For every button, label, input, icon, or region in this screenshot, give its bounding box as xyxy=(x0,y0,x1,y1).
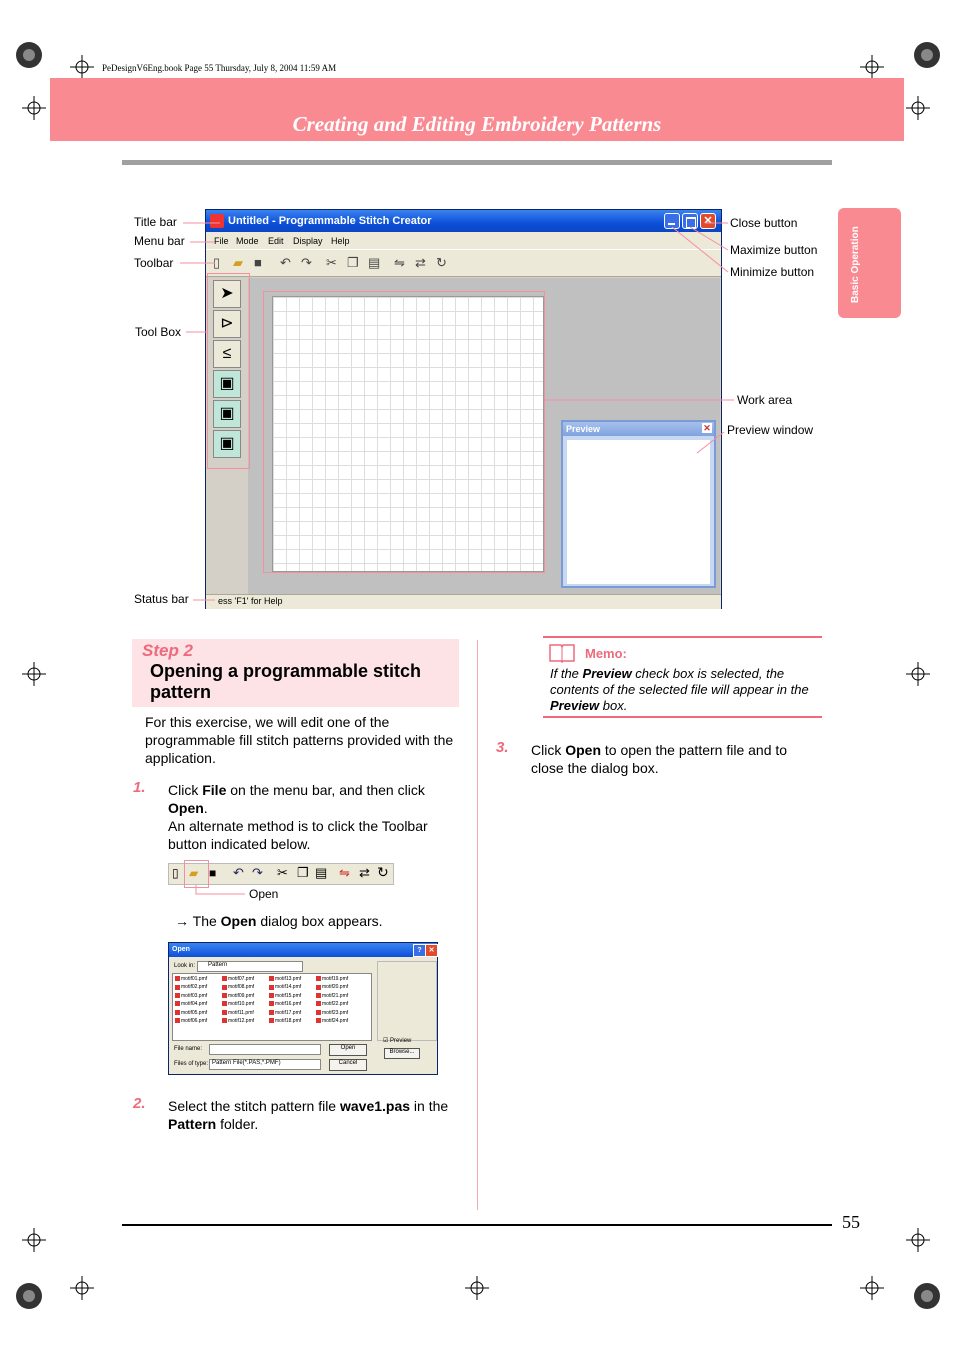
book-icon xyxy=(549,643,575,663)
file-item[interactable]: motif06.pmf xyxy=(175,1018,207,1024)
preview-checkbox[interactable]: ☑ Preview xyxy=(383,1038,412,1044)
preview-title: Preview xyxy=(566,424,601,434)
file-icon xyxy=(316,1001,321,1006)
dialog-title: Open xyxy=(172,946,190,953)
file-icon xyxy=(316,1018,321,1023)
file-item[interactable]: motif13.pmf xyxy=(269,976,301,982)
browse-button[interactable]: Browse... xyxy=(384,1048,420,1059)
file-item[interactable]: motif03.pmf xyxy=(175,993,207,999)
line-icon: ≤ xyxy=(222,345,232,362)
file-icon xyxy=(316,976,321,981)
status-text: ess 'F1' for Help xyxy=(218,596,283,606)
instruction-2: Select the stitch pattern file wave1.pas in the Pattern folder. xyxy=(168,1098,449,1132)
file-item[interactable]: motif17.pmf xyxy=(269,1010,301,1016)
callout-work-area: Work area xyxy=(737,393,793,407)
save-icon[interactable]: ■ xyxy=(254,255,262,270)
mirror-icon[interactable]: ⇄ xyxy=(415,255,426,270)
crosshair-mark-icon xyxy=(22,662,46,686)
file-icon xyxy=(269,985,274,990)
cut-icon[interactable]: ✂ xyxy=(326,255,337,270)
file-item[interactable]: motif18.pmf xyxy=(269,1018,301,1024)
file-item[interactable]: motif04.pmf xyxy=(175,1001,207,1007)
file-item[interactable]: motif12.pmf xyxy=(222,1018,254,1024)
page-number: 55 xyxy=(842,1212,860,1232)
menu-file[interactable]: File xyxy=(214,236,229,246)
callout-tool-box: Tool Box xyxy=(135,325,182,339)
crosshair-mark-icon xyxy=(906,1228,930,1252)
callout-toolbar: Toolbar xyxy=(134,256,174,270)
fill-icon: ▣ xyxy=(219,405,235,422)
files-of-type-select[interactable]: Pattern File(*.PAS,*.PMF) xyxy=(209,1059,321,1070)
file-item[interactable]: motif02.pmf xyxy=(175,984,207,990)
file-icon xyxy=(175,1001,180,1006)
file-item[interactable]: motif14.pmf xyxy=(269,984,301,990)
file-icon xyxy=(175,1010,180,1015)
footer-rule xyxy=(122,1224,832,1226)
registration-mark-icon xyxy=(14,1281,44,1311)
file-icon xyxy=(222,1010,227,1015)
step-intro: For this exercise, we will edit one of the programmable fill stitch patterns provided with the application. xyxy=(145,714,454,766)
file-icon xyxy=(222,976,227,981)
menu-help[interactable]: Help xyxy=(331,236,350,246)
file-icon xyxy=(222,985,227,990)
dialog-cancel-button[interactable]: Cancel xyxy=(329,1059,367,1071)
chapter-title: Creating and Editing Embroidery Patterns xyxy=(292,112,662,136)
file-icon xyxy=(269,976,274,981)
registration-mark-icon xyxy=(912,1281,942,1311)
step-box xyxy=(132,639,459,707)
memo-label: Memo: xyxy=(585,646,627,661)
callout-close-button: Close button xyxy=(730,216,798,230)
look-in-label: Look in: xyxy=(174,963,196,969)
callout-preview-window: Preview window xyxy=(727,423,814,437)
rotate-icon: ↻ xyxy=(377,864,389,880)
mirror-icon: ⇄ xyxy=(359,865,370,880)
instruction-3: Click Open to open the pattern file and to close the dialog box. xyxy=(531,742,788,776)
step-title: Opening a programmable stitch pattern xyxy=(150,661,422,702)
file-item[interactable]: motif24.pmf xyxy=(316,1018,348,1024)
dialog-open-button[interactable]: Open xyxy=(329,1044,367,1056)
open-button-highlight xyxy=(184,860,209,888)
instruction-1: Click File on the menu bar, and then click Open. An alternate method is to click the Toolbar button indicated below. xyxy=(168,782,428,852)
file-item[interactable]: motif01.pmf xyxy=(175,976,207,982)
result-text: → The Open dialog box appears. xyxy=(175,913,383,929)
crosshair-mark-icon xyxy=(860,1276,884,1300)
close-icon[interactable]: ✕ xyxy=(703,423,711,433)
step-number: 2. xyxy=(133,1095,146,1112)
file-icon xyxy=(269,1018,274,1023)
memo-box xyxy=(543,636,822,718)
crosshair-mark-icon xyxy=(22,1228,46,1252)
file-list[interactable] xyxy=(172,973,372,1041)
file-item[interactable]: motif08.pmf xyxy=(222,984,254,990)
arrow-icon: ➤ xyxy=(220,285,234,302)
file-item[interactable]: motif21.pmf xyxy=(316,993,348,999)
file-icon xyxy=(222,1018,227,1023)
file-icon xyxy=(269,993,274,998)
open-leader-line xyxy=(190,885,250,899)
file-icon xyxy=(175,1018,180,1023)
rotate-icon[interactable]: ↻ xyxy=(436,255,447,270)
callout-title-bar: Title bar xyxy=(134,215,177,229)
flip-icon[interactable]: ⇋ xyxy=(394,255,405,270)
crosshair-mark-icon xyxy=(465,1276,489,1300)
open-dialog xyxy=(168,942,438,1075)
file-icon xyxy=(316,1010,321,1015)
open-folder-icon[interactable]: ▰ xyxy=(233,255,243,270)
paste-icon: ▤ xyxy=(315,865,328,880)
file-name-input[interactable] xyxy=(209,1044,321,1055)
copy-icon: ❐ xyxy=(297,865,309,880)
undo-icon[interactable]: ↶ xyxy=(280,255,291,270)
file-item[interactable]: motif11.pmf xyxy=(222,1010,254,1016)
memo-text: If the Preview check box is selected, the contents of the selected file will appear in the Preview box. xyxy=(550,666,809,713)
file-icon xyxy=(222,1001,227,1006)
window-title: Untitled - Programmable Stitch Creator xyxy=(228,215,432,227)
copy-icon[interactable]: ❐ xyxy=(347,255,359,270)
callout-status-bar: Status bar xyxy=(134,592,189,606)
file-icon xyxy=(316,993,321,998)
look-in-select[interactable]: Pattern xyxy=(197,961,303,972)
point-edit-icon: ⊳ xyxy=(220,315,234,332)
callout-menu-bar: Menu bar xyxy=(134,234,185,248)
file-item[interactable]: motif16.pmf xyxy=(269,1001,301,1007)
side-tab-label: Basic Operation xyxy=(850,226,861,303)
fill-icon: ▣ xyxy=(219,375,235,392)
file-item[interactable]: motif22.pmf xyxy=(316,1001,348,1007)
open-folder-icon[interactable]: ▰ xyxy=(189,866,199,880)
menu-display[interactable]: Display xyxy=(293,236,323,246)
close-icon[interactable]: ✕ xyxy=(425,944,438,957)
undo-icon: ↶ xyxy=(233,865,244,880)
file-item[interactable]: motif07.pmf xyxy=(222,976,254,982)
callout-lines xyxy=(0,0,954,640)
crosshair-mark-icon xyxy=(906,662,930,686)
flip-icon: ⇋ xyxy=(339,865,350,880)
save-icon: ■ xyxy=(209,866,217,880)
new-icon: ▯ xyxy=(172,866,179,880)
file-item[interactable]: motif05.pmf xyxy=(175,1010,207,1016)
file-icon xyxy=(175,976,180,981)
cut-icon: ✂ xyxy=(277,865,288,880)
file-icon xyxy=(269,1010,274,1015)
open-label: Open xyxy=(249,887,279,901)
file-item[interactable]: motif23.pmf xyxy=(316,1010,348,1016)
crosshair-mark-icon xyxy=(70,1276,94,1300)
file-item[interactable]: motif19.pmf xyxy=(316,976,348,982)
fill-icon: ▣ xyxy=(219,435,235,452)
menu-edit[interactable]: Edit xyxy=(268,236,284,246)
file-icon xyxy=(222,993,227,998)
callout-maximize-button: Maximize button xyxy=(730,243,818,257)
file-item[interactable]: motif15.pmf xyxy=(269,993,301,999)
new-icon[interactable]: ▯ xyxy=(213,255,221,270)
print-info: PeDesignV6Eng.book Page 55 Thursday, July 8, 2004 11:59 AM xyxy=(102,63,337,73)
preview-pane xyxy=(377,961,437,1041)
file-item[interactable]: motif10.pmf xyxy=(222,1001,254,1007)
step-label: Step 2 xyxy=(142,641,194,660)
file-name-label: File name: xyxy=(174,1046,203,1052)
redo-icon[interactable]: ↷ xyxy=(301,255,312,270)
files-of-type-label: Files of type: xyxy=(174,1061,209,1067)
step-number: 3. xyxy=(496,739,509,756)
file-icon xyxy=(316,985,321,990)
file-item[interactable]: motif09.pmf xyxy=(222,993,254,999)
menu-mode[interactable]: Mode xyxy=(236,236,259,246)
file-icon xyxy=(175,993,180,998)
dialog-title-bar[interactable] xyxy=(169,943,437,957)
redo-icon: ↷ xyxy=(252,865,263,880)
column-divider xyxy=(477,640,478,1210)
step-number: 1. xyxy=(133,779,146,796)
file-icon xyxy=(175,985,180,990)
help-icon[interactable]: ? xyxy=(413,944,426,957)
file-item[interactable]: motif20.pmf xyxy=(316,984,348,990)
close-icon: ✕ xyxy=(703,215,713,227)
paste-icon[interactable]: ▤ xyxy=(368,255,381,270)
callout-minimize-button: Minimize button xyxy=(730,265,815,279)
file-icon xyxy=(269,1001,274,1006)
